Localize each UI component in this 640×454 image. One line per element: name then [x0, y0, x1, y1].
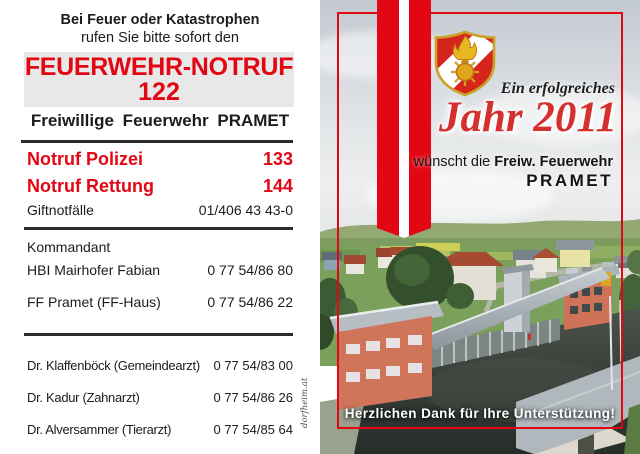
greeting-line-2: Jahr 2011	[438, 94, 617, 141]
emergency-label: Giftnotfälle	[27, 202, 94, 218]
contact-number: 0 77 54/86 80	[207, 262, 293, 278]
doctor-row	[27, 358, 293, 373]
emergency-row	[27, 202, 293, 218]
alarm-number: 122	[138, 78, 180, 106]
doctor-number: 0 77 54/86 26	[213, 390, 293, 405]
contact-label: HBI Mairhofer Fabian	[27, 262, 161, 278]
intro-line-2: rufen Sie bitte sofort den	[81, 30, 239, 46]
alarm-title: FEUERWEHR-NOTRUF	[24, 53, 294, 81]
emergency-label: Notruf Rettung	[27, 176, 154, 196]
greeting-page	[320, 0, 640, 454]
print-watermark: dorfheim.at	[300, 377, 310, 428]
contact-number: 0 77 54/86 22	[207, 294, 293, 310]
contact-row	[27, 294, 293, 310]
doctor-label: Dr. Klaffenböck (Gemeindearzt)	[27, 358, 200, 373]
austrian-flag-ribbon	[377, 0, 431, 238]
greeting-line-3-regular: wünscht die	[413, 154, 491, 170]
emergency-label: Notruf Polizei	[27, 149, 143, 169]
divider-rule	[21, 140, 293, 143]
doctor-row	[27, 422, 293, 437]
greeting-line-3-bold: Freiw. Feuerwehr	[494, 154, 613, 170]
emergency-row	[27, 149, 293, 170]
divider-rule	[24, 227, 293, 230]
greeting-line-1: Ein erfolgreiches	[500, 80, 615, 97]
doctor-number: 0 77 54/85 64	[213, 422, 293, 437]
greeting-line-3	[414, 154, 613, 170]
doctor-number: 0 77 54/83 00	[213, 358, 293, 373]
doctor-label: Dr. Alversammer (Tierarzt)	[27, 422, 172, 437]
emergency-row	[27, 176, 293, 197]
alarm-number-box	[24, 52, 294, 107]
doctor-label: Dr. Kadur (Zahnarzt)	[27, 390, 140, 405]
kommandant-heading: Kommandant	[27, 239, 111, 255]
fire-brigade-crest-icon	[432, 30, 498, 97]
brigade-name: Freiwillige Feuerwehr PRAMET	[30, 111, 290, 130]
emergency-number: 144	[262, 176, 293, 196]
divider-rule	[24, 333, 293, 336]
greeting-line-4: PRAMET	[526, 171, 613, 190]
thanks-footer: Herzlichen Dank für Ihre Unterstützung!	[344, 406, 616, 421]
doctor-row	[27, 390, 293, 405]
contact-row	[27, 262, 293, 278]
emergency-number: 01/406 43 43-0	[198, 202, 293, 218]
emergency-number: 133	[262, 149, 293, 169]
contact-label: FF Pramet (FF-Haus)	[27, 294, 161, 310]
intro-line-1: Bei Feuer oder Katastrophen	[60, 12, 260, 28]
